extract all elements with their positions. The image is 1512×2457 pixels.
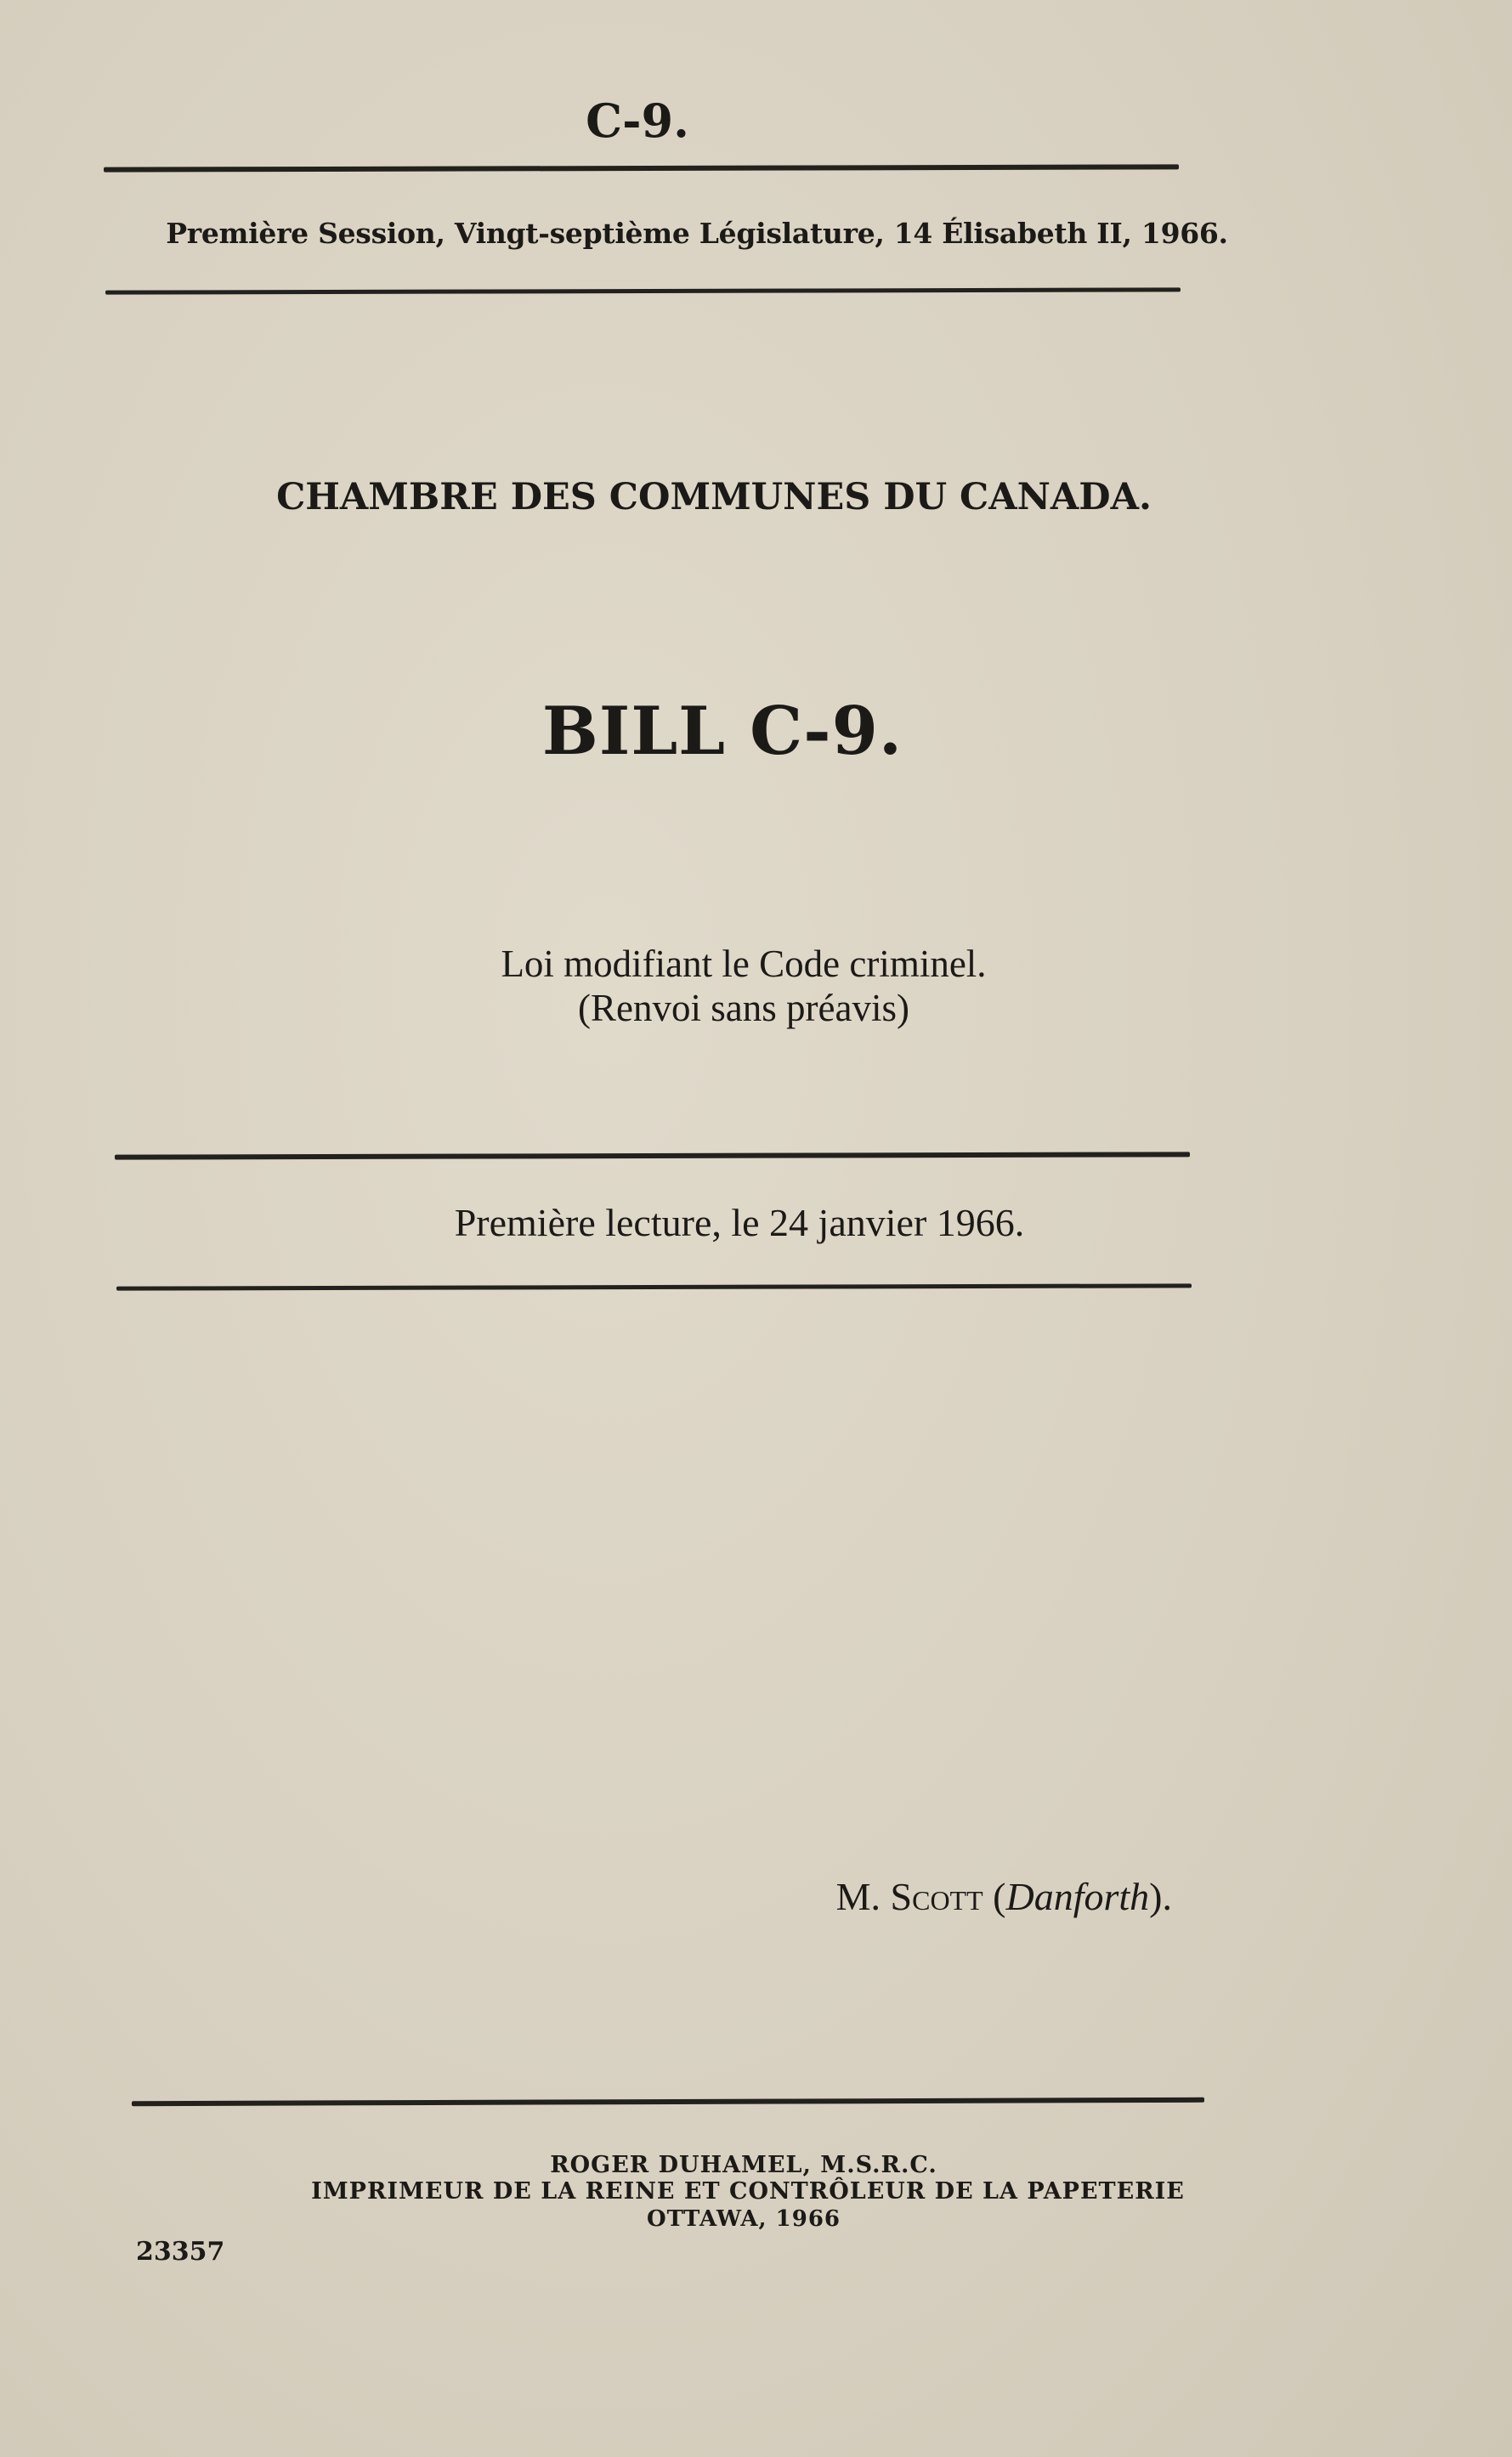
- sponsor-close-paren: ).: [1149, 1875, 1172, 1918]
- house-title: CHAMBRE DES COMMUNES DU CANADA.: [276, 476, 1152, 518]
- sponsor-open-paren: (: [993, 1875, 1006, 1918]
- rule-top-1: [104, 164, 1179, 172]
- printer-title: IMPRIMEUR DE LA REINE ET CONTRÔLEUR DE LA PAPETERIE: [311, 2178, 1185, 2205]
- rule-middle-1: [115, 1152, 1190, 1159]
- rule-top-2: [105, 287, 1181, 294]
- session-line: Première Session, Vingt-septième Législature, 14 Élisabeth II, 1966.: [166, 217, 1228, 250]
- printer-city: OTTAWA, 1966: [646, 2206, 841, 2232]
- bill-number-header: C-9.: [586, 93, 689, 148]
- bill-description-line2: (Renvoi sans préavis): [578, 987, 909, 1029]
- bill-title: BILL C-9.: [541, 693, 903, 770]
- printer-name: ROGER DUHAMEL, M.S.R.C.: [550, 2152, 937, 2178]
- rule-bottom: [132, 2098, 1204, 2106]
- sponsor-prefix: M.: [835, 1875, 881, 1918]
- rule-middle-2: [116, 1283, 1192, 1290]
- sponsor-riding: Danforth: [1005, 1875, 1150, 1918]
- first-reading-line: Première lecture, le 24 janvier 1966.: [454, 1201, 1025, 1244]
- bill-description-line1: Loi modifiant le Code criminel.: [501, 943, 987, 985]
- print-number: 23357: [136, 2237, 225, 2267]
- sponsor-name: Scott: [890, 1875, 983, 1918]
- sponsor-line: [441, 1874, 1172, 1919]
